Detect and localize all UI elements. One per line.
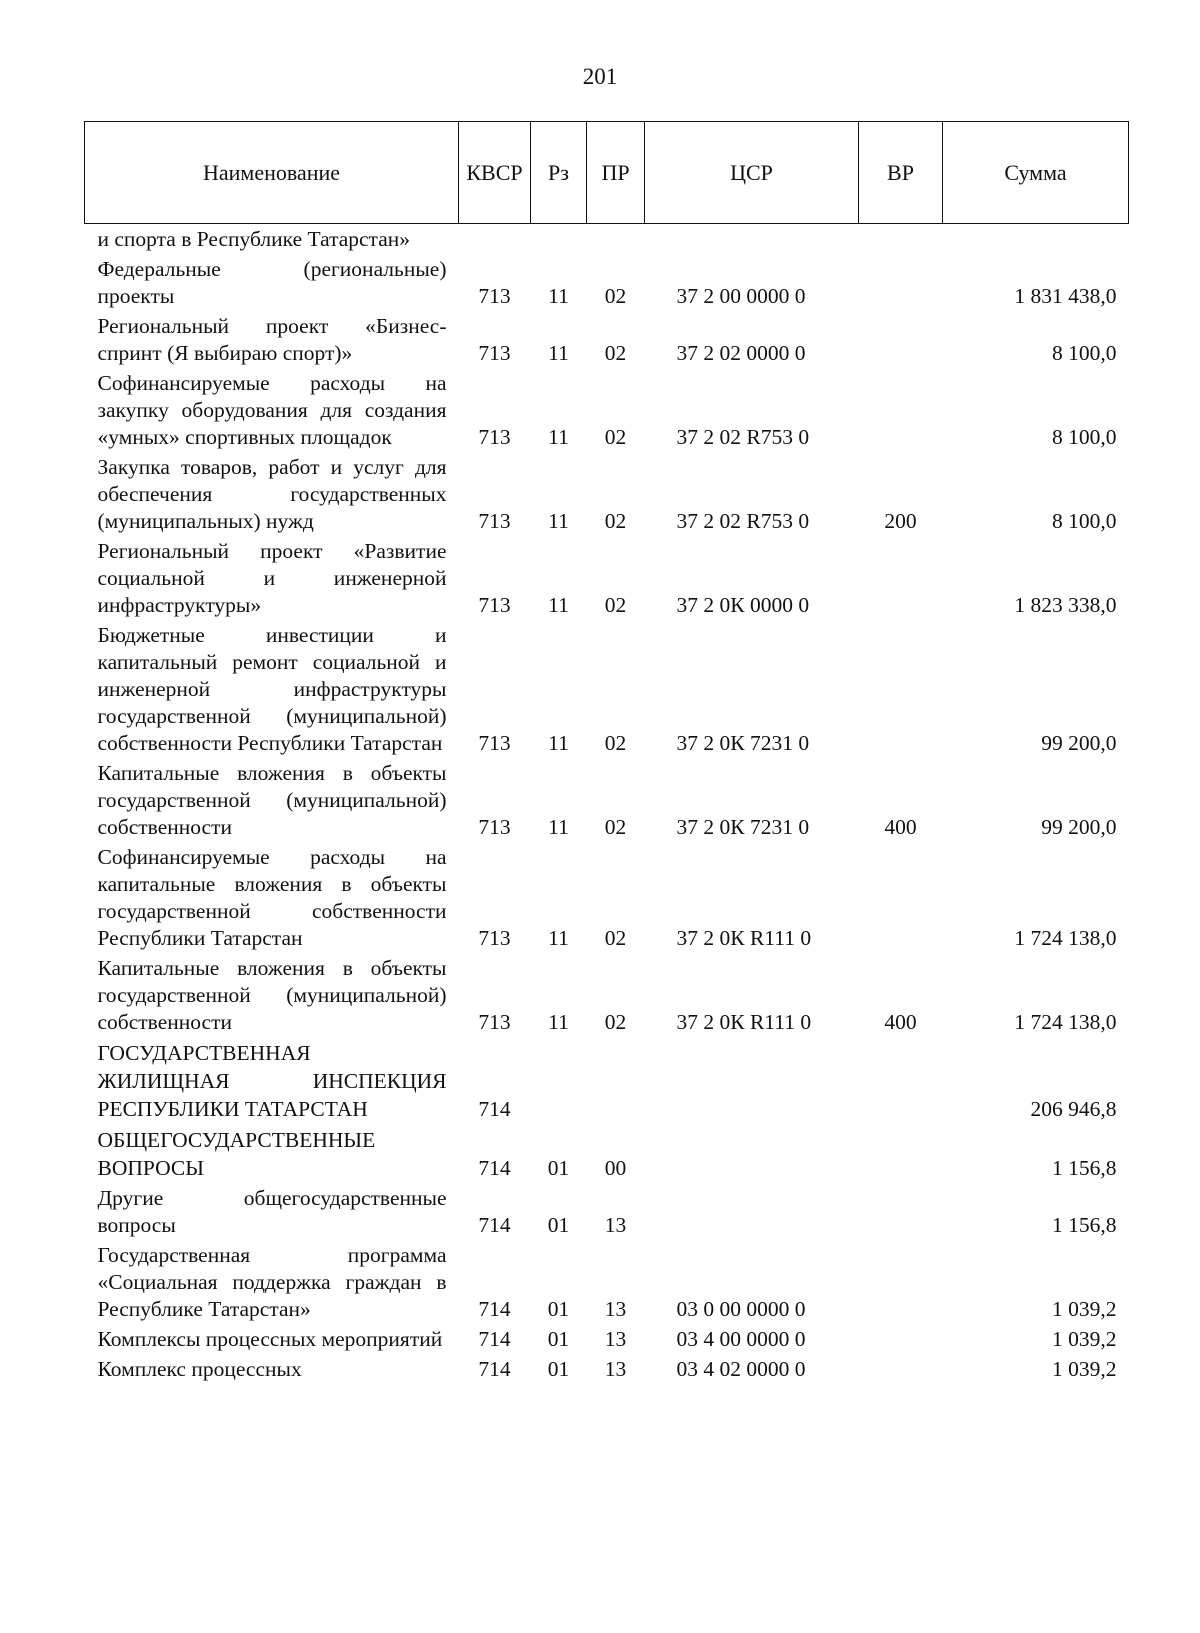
cell-vr — [859, 1036, 943, 1123]
cell-vr — [859, 224, 943, 254]
cell-sum — [943, 224, 1129, 254]
cell-csr: 03 4 02 0000 0 — [676, 1357, 806, 1381]
cell-sum: 1 724 138,0 — [1014, 1010, 1117, 1034]
cell-pr: 13 — [604, 1327, 627, 1351]
cell-csr: 37 2 0К 7231 0 — [676, 815, 810, 839]
cell-rz: 11 — [548, 815, 569, 839]
cell-pr: 02 — [604, 425, 627, 449]
header-sum: Сумма — [943, 122, 1129, 224]
cell-kvsr: 713 — [478, 815, 511, 839]
cell-vr — [859, 253, 943, 310]
cell-pr: 02 — [604, 509, 627, 533]
cell-pr: 02 — [604, 731, 627, 755]
cell-kvsr — [459, 224, 531, 254]
cell-vr — [859, 1323, 943, 1353]
page-number: 201 — [582, 64, 618, 89]
cell-csr — [645, 1182, 859, 1239]
cell-kvsr: 714 — [478, 1297, 511, 1321]
cell-sum: 206 946,8 — [1030, 1097, 1117, 1121]
cell-name: Закупка товаров, работ и услуг для обеспечения государственных (муниципальных) нужд — [97, 455, 447, 533]
cell-vr: 400 — [884, 815, 917, 839]
table-row — [85, 535, 1129, 619]
cell-rz: 01 — [547, 1297, 570, 1321]
cell-kvsr: 713 — [478, 284, 511, 308]
cell-kvsr: 714 — [478, 1357, 511, 1381]
budget-table — [84, 121, 1129, 1383]
table-row — [85, 1353, 1129, 1383]
cell-sum: 99 200,0 — [1041, 731, 1117, 755]
cell-kvsr: 713 — [478, 425, 511, 449]
table-header — [85, 122, 1129, 224]
cell-pr — [587, 1036, 645, 1123]
cell-name: Региональный проект «Бизнес-спринт (Я выбираю спорт)» — [97, 314, 447, 365]
cell-rz: 11 — [548, 509, 569, 533]
cell-csr: 37 2 0К R111 0 — [676, 1010, 812, 1034]
cell-pr: 02 — [604, 593, 627, 617]
table-row — [85, 1123, 1129, 1182]
cell-kvsr: 714 — [478, 1327, 511, 1351]
table-row — [85, 1239, 1129, 1323]
cell-pr: 02 — [604, 926, 627, 950]
cell-kvsr: 714 — [478, 1213, 511, 1237]
cell-rz — [531, 1036, 587, 1123]
cell-csr: 37 2 02 R753 0 — [676, 425, 810, 449]
cell-rz: 11 — [548, 926, 569, 950]
cell-vr — [859, 619, 943, 757]
cell-csr — [645, 1036, 859, 1123]
cell-kvsr: 713 — [478, 926, 511, 950]
cell-vr — [859, 1239, 943, 1323]
table-row — [85, 367, 1129, 451]
cell-csr: 03 0 00 0000 0 — [676, 1297, 806, 1321]
table-body — [85, 224, 1129, 1384]
header-name: Наименование — [85, 122, 459, 224]
cell-rz — [531, 224, 587, 254]
cell-sum: 99 200,0 — [1041, 815, 1117, 839]
cell-kvsr: 713 — [478, 731, 511, 755]
header-csr: ЦСР — [645, 122, 859, 224]
cell-name: ГОСУДАРСТВЕННАЯ ЖИЛИЩНАЯ ИНСПЕКЦИЯ РЕСПУБЛИКИ ТАТАРСТАН — [97, 1041, 447, 1121]
table-row — [85, 1323, 1129, 1353]
cell-csr: 37 2 02 R753 0 — [676, 509, 810, 533]
cell-rz: 11 — [548, 284, 569, 308]
cell-vr: 200 — [884, 509, 917, 533]
cell-csr: 37 2 00 0000 0 — [676, 284, 806, 308]
table-row — [85, 1182, 1129, 1239]
cell-name: Комплексы процессных мероприятий — [97, 1327, 443, 1351]
cell-vr — [859, 535, 943, 619]
cell-pr: 13 — [604, 1357, 627, 1381]
cell-sum: 1 039,2 — [1052, 1357, 1117, 1381]
cell-vr — [859, 1123, 943, 1182]
cell-pr — [587, 224, 645, 254]
cell-name: Софинансируемые расходы на закупку оборудования для создания «умных» спортивных площадок — [97, 371, 447, 449]
table-row — [85, 952, 1129, 1036]
cell-sum: 8 100,0 — [1052, 425, 1117, 449]
cell-pr: 02 — [604, 815, 627, 839]
cell-rz: 11 — [548, 731, 569, 755]
cell-pr: 13 — [604, 1213, 627, 1237]
cell-csr: 37 2 02 0000 0 — [676, 341, 806, 365]
cell-name: Софинансируемые расходы на капитальные вложения в объекты государственной собственности Республики Татарстан — [97, 845, 447, 950]
cell-csr: 37 2 0К R111 0 — [676, 926, 812, 950]
cell-name: Федеральные (региональные) проекты — [97, 257, 447, 308]
cell-vr — [859, 310, 943, 367]
cell-kvsr: 713 — [478, 593, 511, 617]
cell-sum: 1 724 138,0 — [1014, 926, 1117, 950]
cell-sum: 1 039,2 — [1052, 1297, 1117, 1321]
table-row — [85, 451, 1129, 535]
cell-name: Государственная программа «Социальная поддержка граждан в Республике Татарстан» — [97, 1243, 447, 1321]
cell-sum: 1 831 438,0 — [1014, 284, 1117, 308]
cell-name: Капитальные вложения в объекты государственной (муниципальной) собственности — [97, 761, 447, 839]
header-pr: ПР — [587, 122, 645, 224]
cell-name: Капитальные вложения в объекты государственной (муниципальной) собственности — [97, 956, 447, 1034]
cell-rz: 01 — [547, 1156, 570, 1180]
cell-name: ОБЩЕГОСУДАРСТВЕННЫЕ ВОПРОСЫ — [97, 1128, 376, 1180]
cell-kvsr: 713 — [478, 1010, 511, 1034]
cell-csr: 03 4 00 0000 0 — [676, 1327, 806, 1351]
cell-rz: 01 — [547, 1357, 570, 1381]
table-row — [85, 619, 1129, 757]
table-row — [85, 1036, 1129, 1123]
cell-sum: 1 823 338,0 — [1014, 593, 1117, 617]
cell-name: Бюджетные инвестиции и капитальный ремонт социальной и инженерной инфраструктуры государственной (муниципальной) собственности Республики Татарстан — [97, 623, 447, 755]
cell-kvsr: 714 — [478, 1097, 511, 1121]
cell-pr: 02 — [604, 341, 627, 365]
cell-rz: 11 — [548, 1010, 569, 1034]
cell-sum: 8 100,0 — [1052, 509, 1117, 533]
cell-name: Другие общегосударственные вопросы — [97, 1186, 447, 1237]
cell-name: и спорта в Республике Татарстан» — [97, 227, 411, 251]
cell-sum: 8 100,0 — [1052, 341, 1117, 365]
cell-rz: 11 — [548, 593, 569, 617]
header-rz: Рз — [531, 122, 587, 224]
cell-vr — [859, 1353, 943, 1383]
cell-vr — [859, 841, 943, 952]
table-row — [85, 757, 1129, 841]
cell-sum: 1 156,8 — [1052, 1213, 1117, 1237]
cell-vr: 400 — [884, 1010, 917, 1034]
table-row — [85, 224, 1129, 254]
table-row — [85, 310, 1129, 367]
cell-rz: 01 — [547, 1213, 570, 1237]
table-row — [85, 253, 1129, 310]
cell-vr — [859, 1182, 943, 1239]
cell-pr: 02 — [604, 1010, 627, 1034]
cell-kvsr: 713 — [478, 509, 511, 533]
cell-pr: 13 — [604, 1297, 627, 1321]
cell-sum: 1 156,8 — [1052, 1156, 1117, 1180]
cell-name: Комплекс процессных — [97, 1357, 302, 1381]
budget-table-container — [84, 121, 1128, 1383]
cell-pr: 00 — [604, 1156, 627, 1180]
cell-rz: 01 — [547, 1327, 570, 1351]
header-vr: ВР — [859, 122, 943, 224]
cell-vr — [859, 367, 943, 451]
cell-sum: 1 039,2 — [1052, 1327, 1117, 1351]
cell-rz: 11 — [548, 425, 569, 449]
header-kvsr: КВСР — [459, 122, 531, 224]
cell-rz: 11 — [548, 341, 569, 365]
cell-csr: 37 2 0К 0000 0 — [676, 593, 810, 617]
table-row — [85, 841, 1129, 952]
cell-pr: 02 — [604, 284, 627, 308]
cell-csr: 37 2 0К 7231 0 — [676, 731, 810, 755]
cell-kvsr: 713 — [478, 341, 511, 365]
cell-csr — [645, 224, 859, 254]
cell-csr — [645, 1123, 859, 1182]
cell-name: Региональный проект «Развитие социальной и инженерной инфраструктуры» — [97, 539, 447, 617]
cell-kvsr: 714 — [478, 1156, 511, 1180]
